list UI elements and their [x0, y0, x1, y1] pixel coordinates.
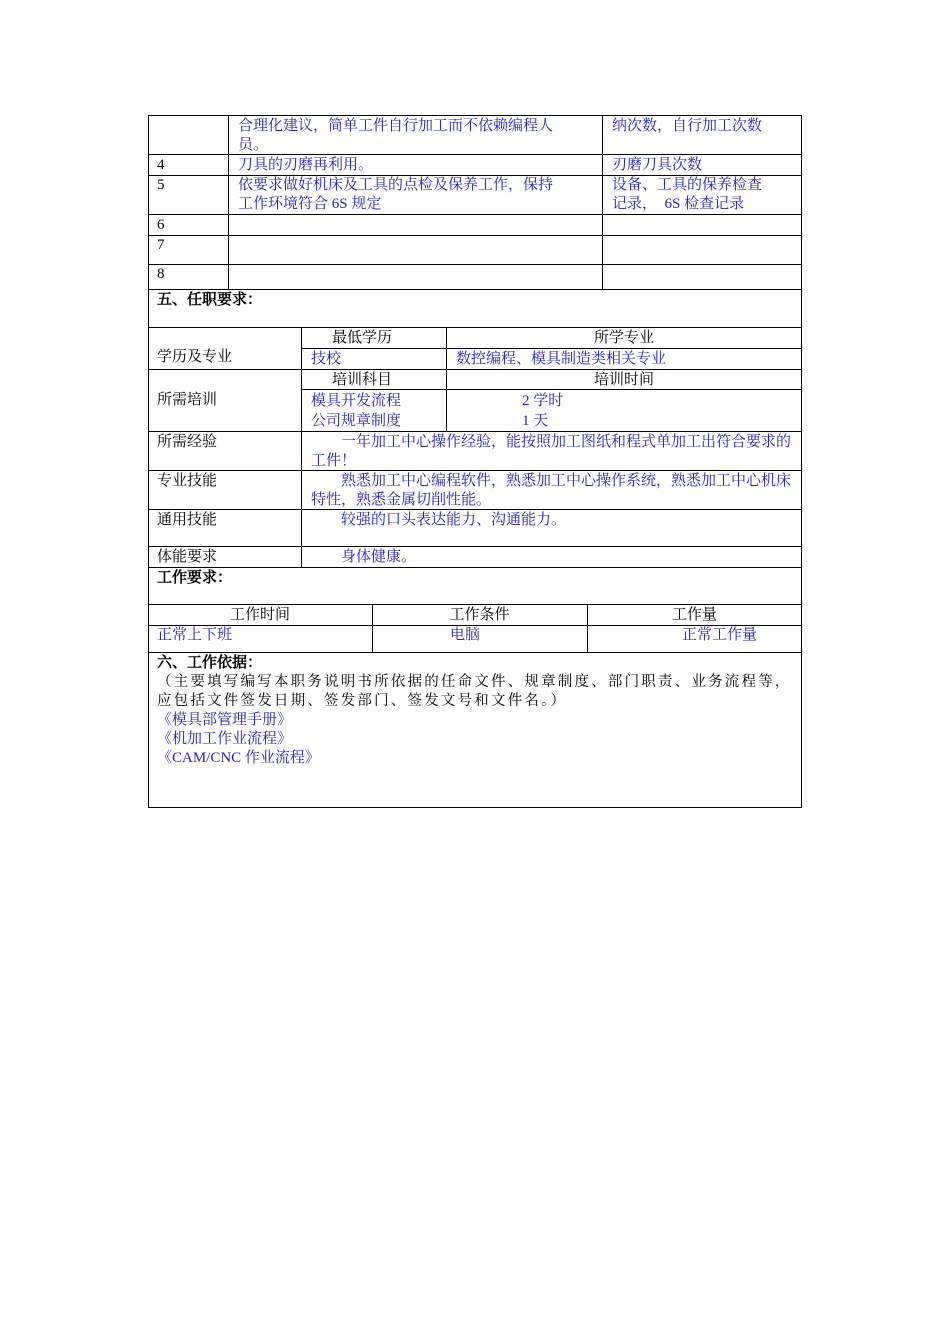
work-time-header: 工作时间	[229, 607, 290, 623]
major-header: 所学专业	[593, 330, 654, 346]
workload-value: 正常工作量	[682, 627, 758, 643]
basis-document: 《机加工作业流程》	[157, 731, 293, 747]
experience-value: 一年加工中心操作经验，能按照加工图纸和程式单加工出符合要求的工件！	[311, 434, 792, 469]
section-6-title: 六、工作依据：	[157, 655, 263, 671]
work-requirements-title: 工作要求：	[157, 570, 233, 586]
divider	[148, 567, 802, 568]
duty-content: 合理化建议，简单工件自行加工而不依赖编程人	[238, 118, 554, 134]
work-condition-value: 电脑	[449, 627, 480, 643]
work-condition-header: 工作条件	[449, 607, 510, 623]
duty-standard: 刃磨刀具次数	[612, 157, 703, 173]
training-time: 2 学时	[522, 393, 564, 409]
duty-number: 6	[157, 217, 165, 233]
training-time-header: 培训时间	[593, 372, 654, 388]
duty-standard: 纳次数，自行加工次数	[612, 118, 763, 134]
skills-value: 熟悉加工中心编程软件，熟悉加工中心操作系统，熟悉加工中心机床特性，熟悉金属切削性能。	[311, 473, 792, 508]
section-5-title: 五、任职要求：	[157, 292, 263, 308]
training-subject: 模具开发流程	[311, 393, 402, 409]
skills-label: 专业技能	[157, 473, 218, 489]
duty-standard: 记录， 6S 检查记录	[612, 196, 745, 212]
divider	[148, 546, 802, 547]
physical-value: 身体健康。	[311, 549, 417, 565]
duty-number: 5	[157, 177, 165, 193]
min-education-value: 技校	[311, 351, 342, 367]
divider	[148, 604, 802, 605]
duty-number: 7	[157, 237, 165, 253]
work-time-value: 正常上下班	[157, 627, 233, 643]
basis-document: 《模具部管理手册》	[157, 712, 293, 728]
basis-document: 《CAM/CNC 作业流程》	[157, 750, 320, 766]
divider	[148, 264, 802, 265]
training-label: 所需培训	[157, 392, 218, 408]
education-label: 学历及专业	[157, 349, 233, 365]
general-skills-label: 通用技能	[157, 512, 218, 528]
duty-content: 工作环境符合 6S 规定	[238, 196, 382, 212]
duty-content: 员。	[238, 137, 269, 153]
duty-content: 刀具的刃磨再利用。	[238, 157, 374, 173]
general-skills-value: 较强的口头表达能力、沟通能力。	[311, 512, 567, 528]
duty-standard: 设备、工具的保养检查	[612, 177, 763, 193]
divider	[148, 652, 802, 653]
min-education-header: 最低学历	[331, 330, 392, 346]
divider	[148, 431, 802, 432]
divider	[148, 235, 802, 236]
divider	[148, 369, 802, 370]
duty-number: 8	[157, 266, 165, 282]
divider	[301, 348, 802, 349]
physical-label: 体能要求	[157, 549, 218, 565]
workload-header: 工作量	[671, 607, 717, 623]
experience-label: 所需经验	[157, 434, 218, 450]
divider	[301, 327, 302, 567]
section-6-note: （主要填写编写本职务说明书所依据的任命文件、规章制度、部门职责、业务流程等，应包括文件签发日期、签发部门、签发文号和文件名。）	[157, 674, 792, 709]
duty-content: 依要求做好机床及工具的点检及保养工作，保持	[238, 177, 554, 193]
training-subject-header: 培训科目	[331, 372, 392, 388]
duty-number: 4	[157, 157, 165, 173]
training-time: 1 天	[522, 413, 549, 429]
divider	[148, 327, 802, 328]
divider	[148, 214, 802, 215]
major-value: 数控编程、模具制造类相关专业	[456, 351, 667, 367]
training-subject: 公司规章制度	[311, 413, 402, 429]
